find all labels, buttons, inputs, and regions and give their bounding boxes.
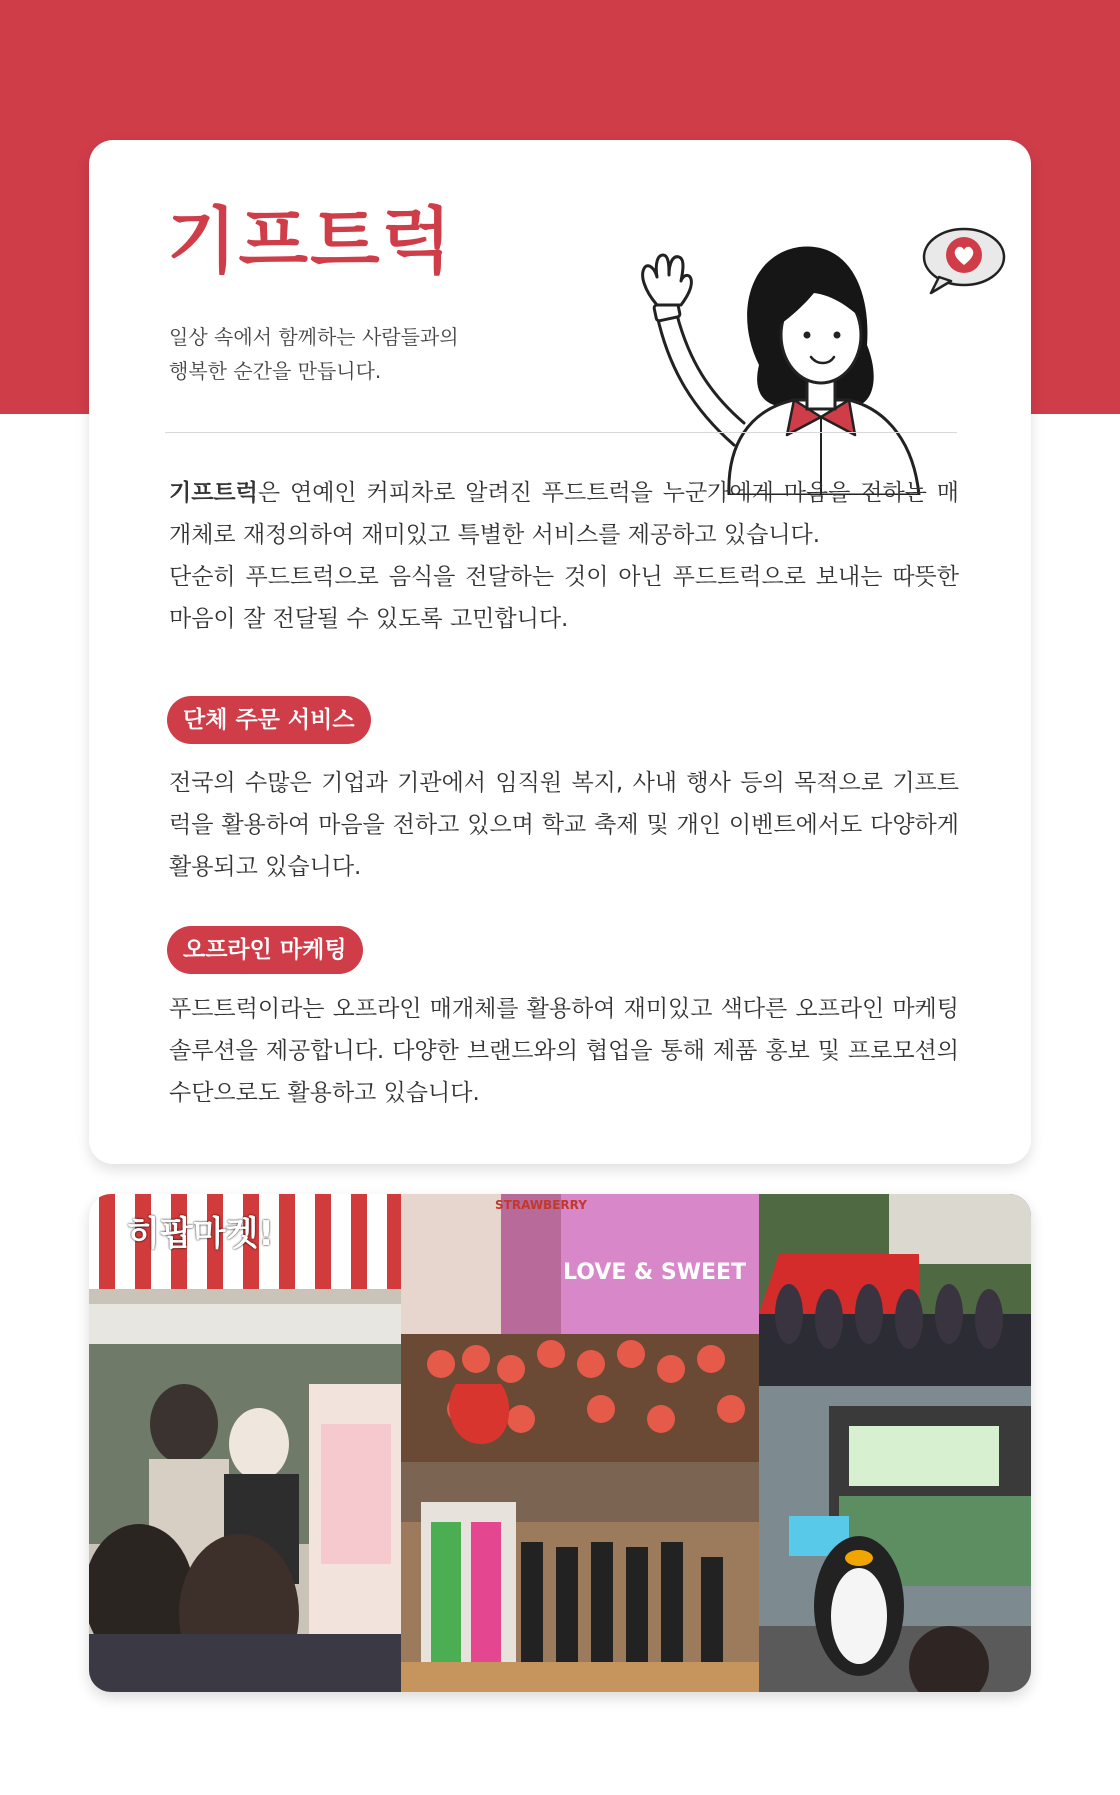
brand-logo: 기프트럭 (167, 199, 454, 283)
intro-line-1: 은 연예인 커피차로 알려진 푸드트럭을 누군가에게 마음을 전하는 매개체로 재정의하여 재미있고 특별한 서비스를 제공하고 있습니다. (169, 480, 959, 548)
waving-woman-illustration (609, 195, 1029, 495)
heart-speech-bubble-icon (924, 229, 1004, 293)
photo-indoor-queue (401, 1462, 759, 1692)
tagline-line-2: 행복한 순간을 만듭니다. (169, 359, 382, 383)
photo-festival-booth (89, 1194, 401, 1692)
tagline-line-1: 일상 속에서 함께하는 사람들과의 (169, 325, 459, 349)
header-divider (165, 432, 957, 433)
photo2-sign: LOVE & SWEET (563, 1260, 747, 1285)
photo-mascot-event (759, 1386, 1031, 1692)
section-body-group-order: 전국의 수많은 기업과 기관에서 임직원 복지, 사내 행사 등의 목적으로 기프트럭을 활용하여 마음을 전하고 있으며 학교 축제 및 개인 이벤트에서도 다양하게 활용되고 있습니다. (169, 770, 959, 880)
section-label-offline-marketing: 오프라인 마케팅 (167, 926, 363, 974)
photo1-sign: 히팝마켓! (127, 1214, 274, 1254)
intro-paragraph (169, 472, 959, 640)
intro-line-2: 단순히 푸드트럭으로 음식을 전달하는 것이 아닌 푸드트럭으로 보내는 따뜻한 마음이 잘 전달될 수 있도록 고민합니다. (169, 564, 959, 632)
photo-strawberry-desserts (401, 1194, 759, 1462)
intro-card (89, 140, 1031, 1164)
section-body-offline-marketing: 푸드트럭이라는 오프라인 매개체를 활용하여 재미있고 색다른 오프라인 마케팅 솔루션을 제공합니다. 다양한 브랜드와의 협업을 통해 제품 홍보 및 프로모션의 수단으로도 활용하고 있습니다. (169, 996, 959, 1106)
section-label-group-order: 단체 주문 서비스 (167, 696, 371, 744)
photo-outdoor-queue (759, 1194, 1031, 1386)
photo-collage (89, 1194, 1031, 1692)
intro-brand-name: 기프트럭 (169, 480, 258, 506)
brand-tagline (169, 320, 459, 388)
photo2-banner: STRAWBERRY (495, 1198, 587, 1212)
